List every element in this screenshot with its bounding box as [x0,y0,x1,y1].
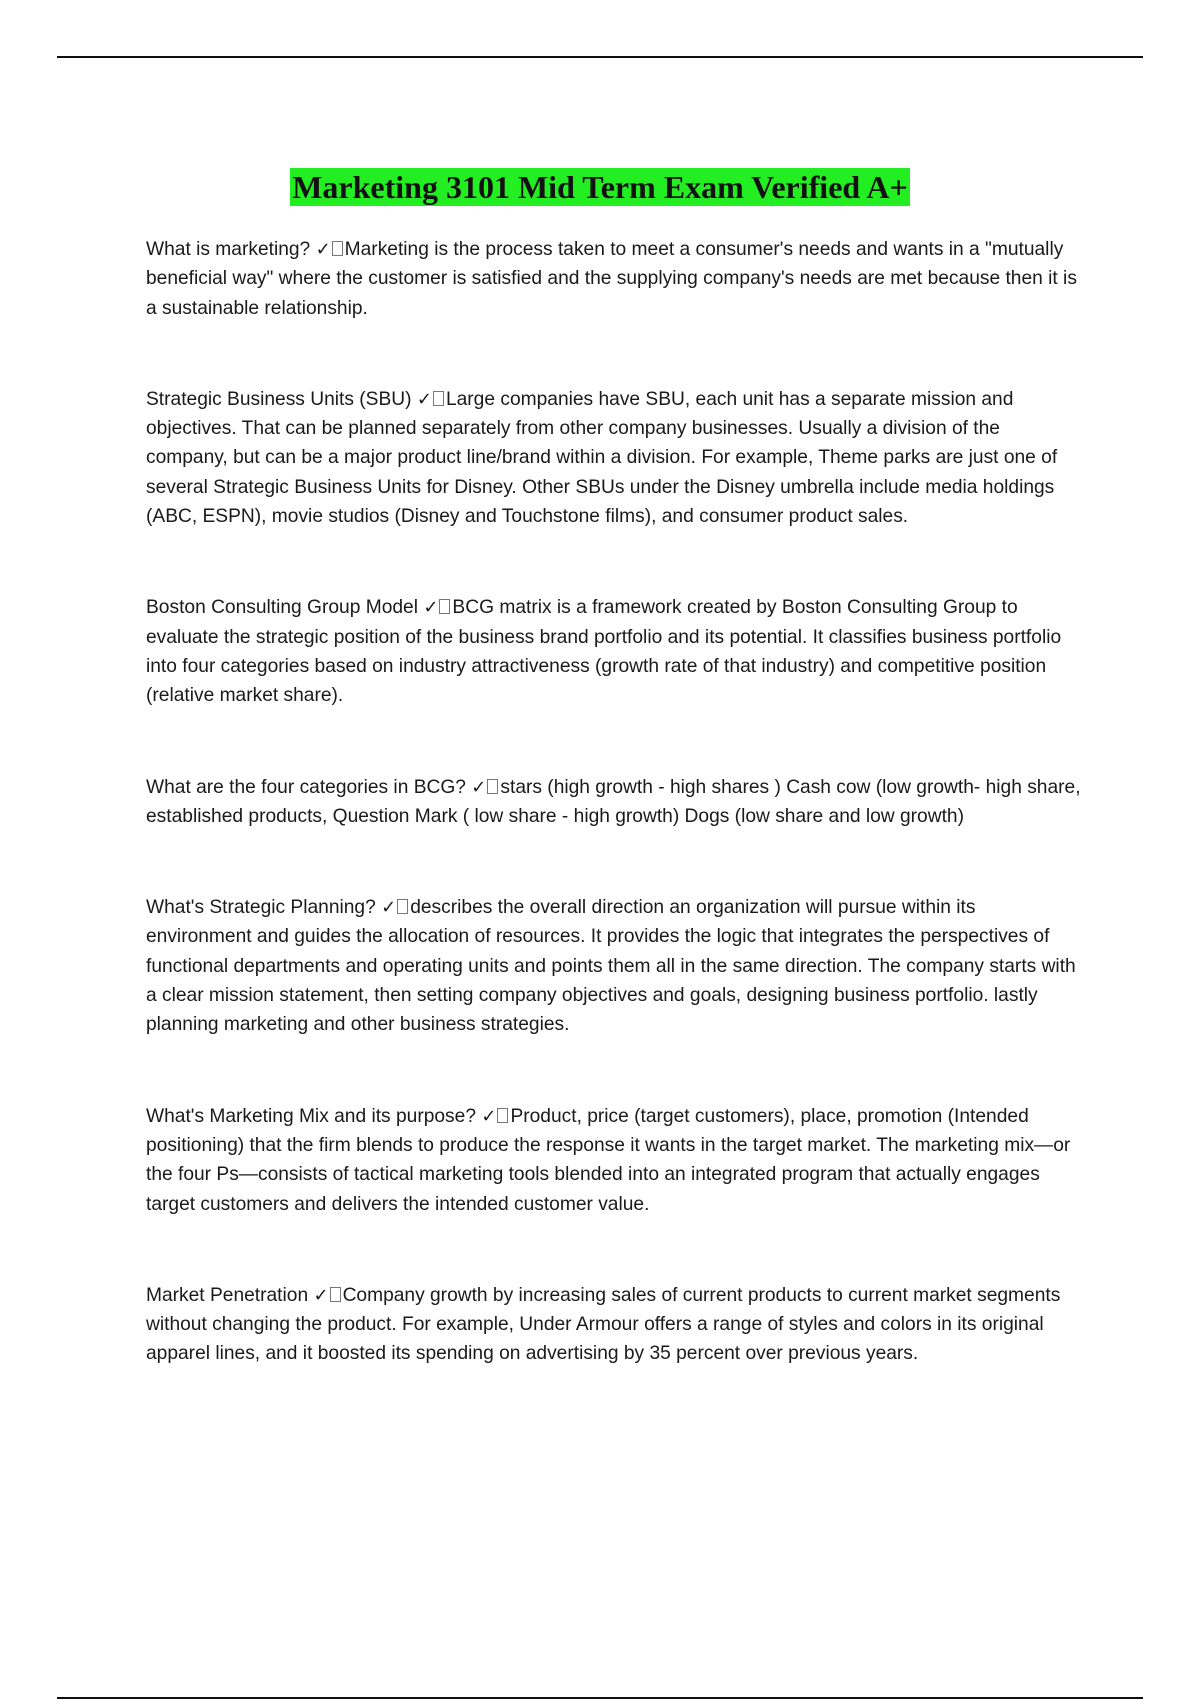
qa-item [146,1102,1086,1219]
qa-question: Strategic Business Units (SBU) [146,388,412,410]
qa-item [146,1281,1086,1369]
document-title: Marketing 3101 Mid Term Exam Verified A+ [292,169,908,205]
qa-item [146,385,1086,531]
qa-question: What is marketing? [146,239,311,260]
check-icon: ✓ [471,776,487,798]
missing-glyph-box [497,1108,508,1123]
top-rule [57,56,1143,58]
qa-question: Boston Consulting Group Model [146,597,418,619]
qa-answer: Large companies have SBU, each unit has a separate mission and objectives. That can be planned separately from other company businesses. Usually a division of the company, but can be a major product line/brand within a division. For example, Theme parks are just one of several Strategic Business Units for Disney. Other SBUs under the Disney umbrella include media holdings (ABC, ESPN), movie studios (Disney and Touchstone films), and consumer product sales. [146,388,1058,528]
qa-item [146,235,1086,323]
qa-item [146,893,1086,1039]
qa-item [146,593,1086,710]
check-icon: ✓ [416,388,432,410]
qa-question: What's Strategic Planning? [146,897,376,919]
qa-answer: Marketing is the process taken to meet a consumer's needs and wants in a "mutually beneficial way" where the customer is satisfied and the supplying company's needs are met because then it is a sustainable relationship. [146,239,1077,319]
missing-glyph-box [397,899,408,914]
qa-answer: describes the overall direction an organization will pursue within its environment and guides the allocation of resources. It provides the logic that integrates the perspectives of functional departments and operating units and points them all in the same direction. The company starts with a clear mission statement, then setting company objectives and goals, designing business portfolio. lastly planning marketing and other business strategies. [146,897,1076,1036]
check-icon: ✓ [313,1284,329,1306]
qa-answer: Company growth by increasing sales of current products to current market segments without changing the product. For example, Under Armour offers a range of styles and colors in its original apparel lines, and it boosted its spending on advertising by 35 percent over previous years. [146,1284,1061,1365]
check-icon: ✓ [315,239,331,260]
qa-item [146,773,1086,832]
missing-glyph-box [330,1287,341,1302]
missing-glyph-box [433,391,444,406]
missing-glyph-box [332,241,343,256]
bottom-rule [57,1697,1143,1699]
qa-answer: stars (high growth - high shares ) Cash cow (low growth- high share, established products, Question Mark ( low share - high growth) Dogs (low share and low growth) [146,776,1081,827]
missing-glyph-box [439,599,450,614]
qa-question: What's Marketing Mix and its purpose? [146,1105,476,1127]
check-icon: ✓ [423,597,439,619]
check-icon: ✓ [381,897,397,919]
qa-answer: BCG matrix is a framework created by Boston Consulting Group to evaluate the strategic position of the business brand portfolio and its potential. It classifies business portfolio into four categories based on industry attractiveness (growth rate of that industry) and competitive position (relative market share). [146,597,1062,707]
qa-list [146,235,1086,1369]
qa-question: Market Penetration [146,1284,309,1306]
title-container [0,168,1200,206]
qa-answer: Product, price (target customers), place, promotion (Intended positioning) that the firm blends to produce the response it wants in the target market. The marketing mix—or the four Ps—consists of tactical marketing tools blended into an integrated program that actually engages target customers and delivers the intended customer value. [146,1105,1071,1215]
qa-question: What are the four categories in BCG? [146,776,466,798]
missing-glyph-box [487,779,498,794]
check-icon: ✓ [481,1105,497,1127]
